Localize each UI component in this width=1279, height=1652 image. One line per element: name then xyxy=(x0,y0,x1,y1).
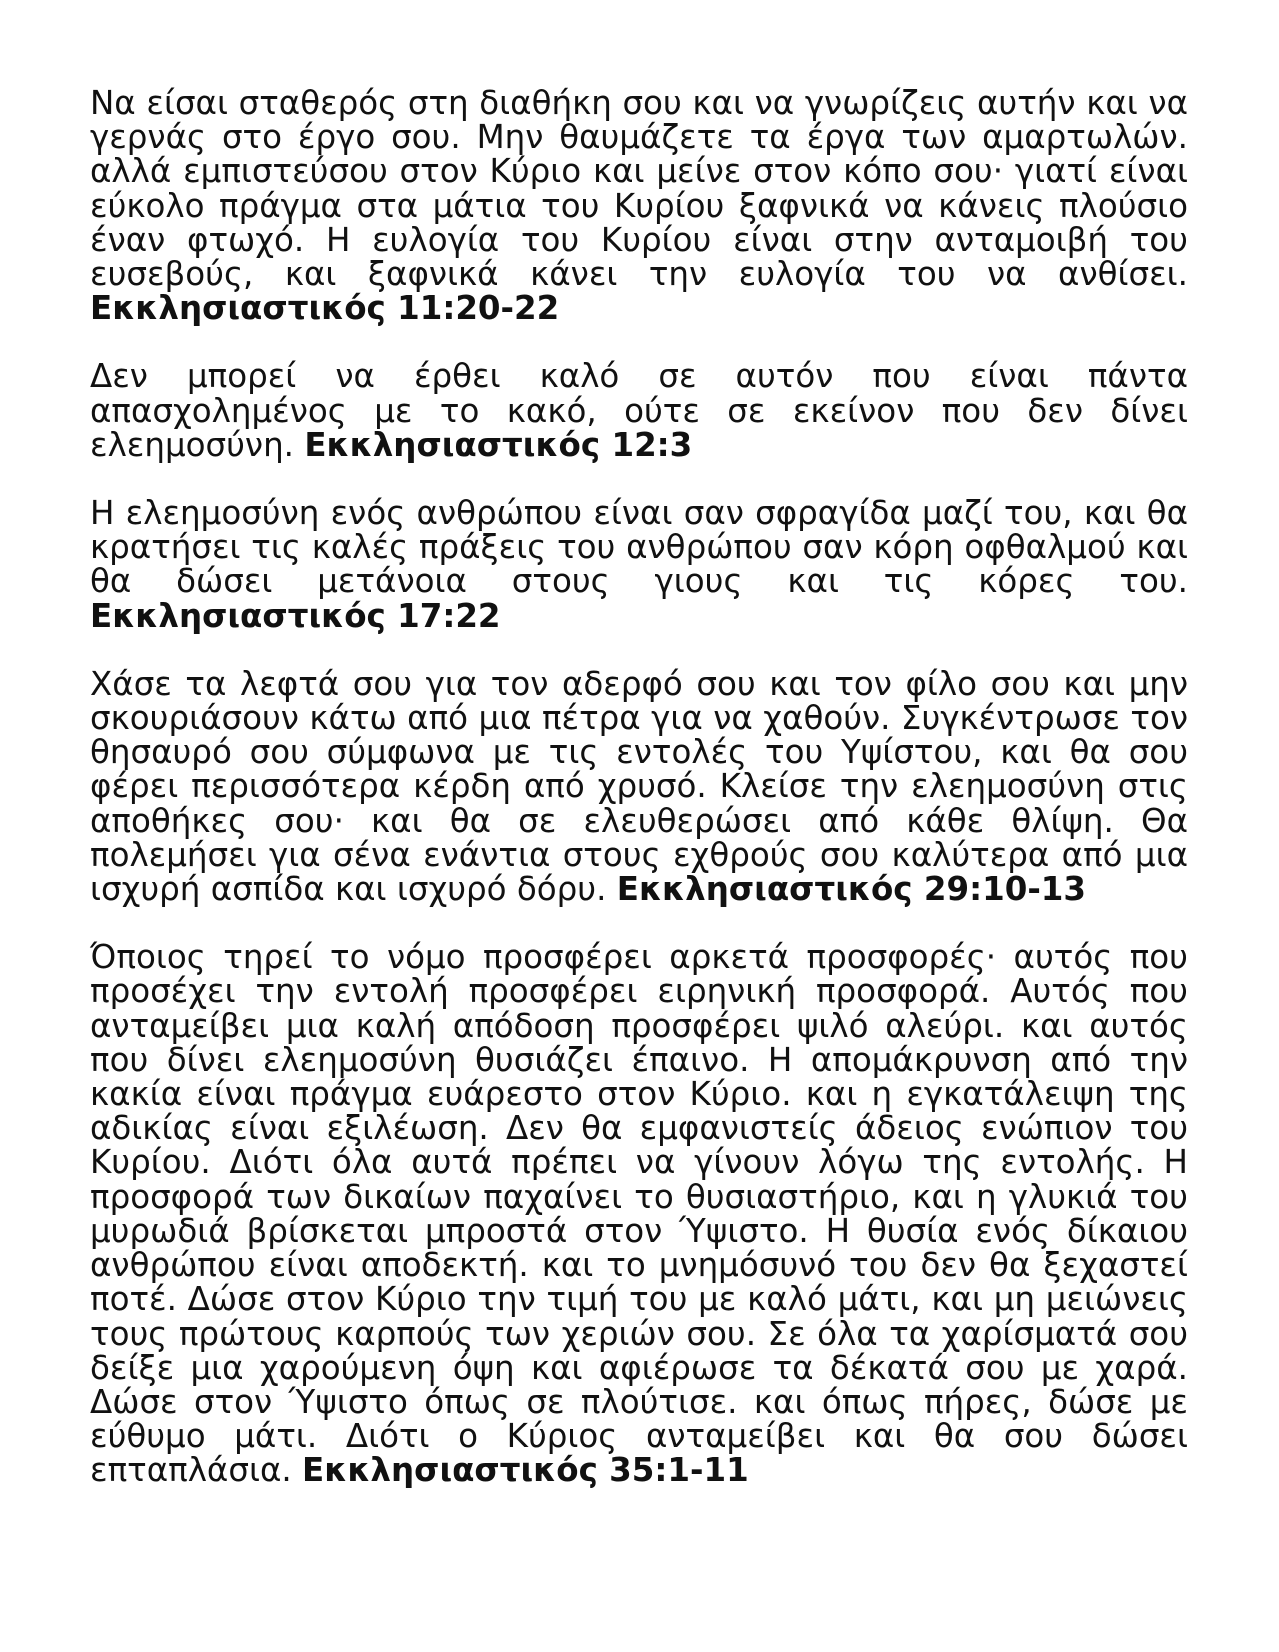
passage-1 xyxy=(90,84,1188,328)
passage-reference: Εκκλησιαστικός 29:10-13 xyxy=(616,870,1087,909)
passage-2 xyxy=(90,359,1188,462)
passage-reference: Εκκλησιαστικός 11:20-22 xyxy=(90,289,560,328)
passage-4 xyxy=(90,664,1188,909)
passage-text: Η ελεημοσύνη ενός ανθρώπου είναι σαν σφραγίδα μαζί του, και θα κρατήσει τις καλές πράξεις του ανθρώπου σαν κόρη οφθαλμού και θα δώσει μετάνοια στους γιους και τις κόρες του. xyxy=(90,494,1188,601)
passage-text: Δεν μπορεί να έρθει καλό σε αυτόν που είναι πάντα απασχολημένος με το κακό, ούτε σε εκείνον που δεν δίνει ελεημοσύνη. xyxy=(90,357,1188,464)
passage-reference: Εκκλησιαστικός 12:3 xyxy=(304,425,693,464)
passage-text: Να είσαι σταθερός στη διαθήκη σου και να γνωρίζεις αυτήν και να γερνάς στο έργο σου. Μην θαυμάζετε τα έργα των αμαρτωλών. αλλά εμπιστεύσου στον Κύριο και μείνε στον κόπο σου· γιατί είναι εύκολο πράγμα στα μάτια του Κυρίου ξαφνικά να κάνεις πλούσιο έναν φτωχό. Η ευλογία του Κυρίου είναι στην ανταμοιβή του ευσεβούς, και ξαφνικά κάνει την ευλογία του να ανθίσει. xyxy=(90,84,1188,294)
passage-text: Χάσε τα λεφτά σου για τον αδερφό σου και τον φίλο σου και μην σκουριάσουν κάτω από μια πέτρα για να χαθούν. Συγκέντρωσε τον θησαυρό σου σύμφωνα με τις εντολές του Υψίστου, και θα σου φέρει περισσότερα κέρδη από χρυσό. Κλείσε την ελεημοσύνη στις αποθήκες σου· και θα σε ελευθερώσει από κάθε θλίψη. Θα πολεμήσει για σένα ενάντια στους εχθρούς σου καλύτερα από μια ισχυρή ασπίδα και ισχυρό δόρυ. xyxy=(90,664,1188,909)
passage-5 xyxy=(90,938,1188,1490)
passage-reference: Εκκλησιαστικός 35:1-11 xyxy=(302,1451,749,1490)
document-page xyxy=(90,86,1188,1522)
passage-text: Όποιος τηρεί το νόμο προσφέρει αρκετά προσφορές· αυτός που προσέχει την εντολή προσφέρει ειρηνική προσφορά. Αυτός που ανταμείβει μια καλή απόδοση προσφέρει ψιλό αλεύρι. και αυτός που δίνει ελεημοσύνη θυσιάζει έπαινο. Η απομάκρυνση από την κακία είναι πράγμα ευάρεστο στον Κύριο. και η εγκατάλειψη της αδικίας είναι εξιλέωση. Δεν θα εμφανιστείς άδειος ενώπιον του Κυρίου. Διότι όλα αυτά πρέπει να γίνουν λόγω της εντολής. Η προσφορά των δικαίων παχαίνει το θυσιαστήριο, και η γλυκιά του μυρωδιά βρίσκεται μπροστά στον Ύψιστο. Η θυσία ενός δίκαιου ανθρώπου είναι αποδεκτή. και το μνημόσυνό του δεν θα ξεχαστεί ποτέ. Δώσε στον Κύριο την τιμή του με καλό μάτι, και μη μειώνεις τους πρώτους καρπούς των χεριών σου. Σε όλα τα χαρίσματά σου δείξε μια χαρούμενη όψη και αφιέρωσε τα δέκατά σου με χαρά. Δώσε στον Ύψιστο όπως σε πλούτισε. και όπως πήρες, δώσε με εύθυμο μάτι. Διότι ο Κύριος ανταμείβει και θα σου δώσει επταπλάσια. xyxy=(90,938,1188,1490)
passage-3 xyxy=(90,496,1188,633)
passage-reference: Εκκλησιαστικός 17:22 xyxy=(90,596,501,635)
